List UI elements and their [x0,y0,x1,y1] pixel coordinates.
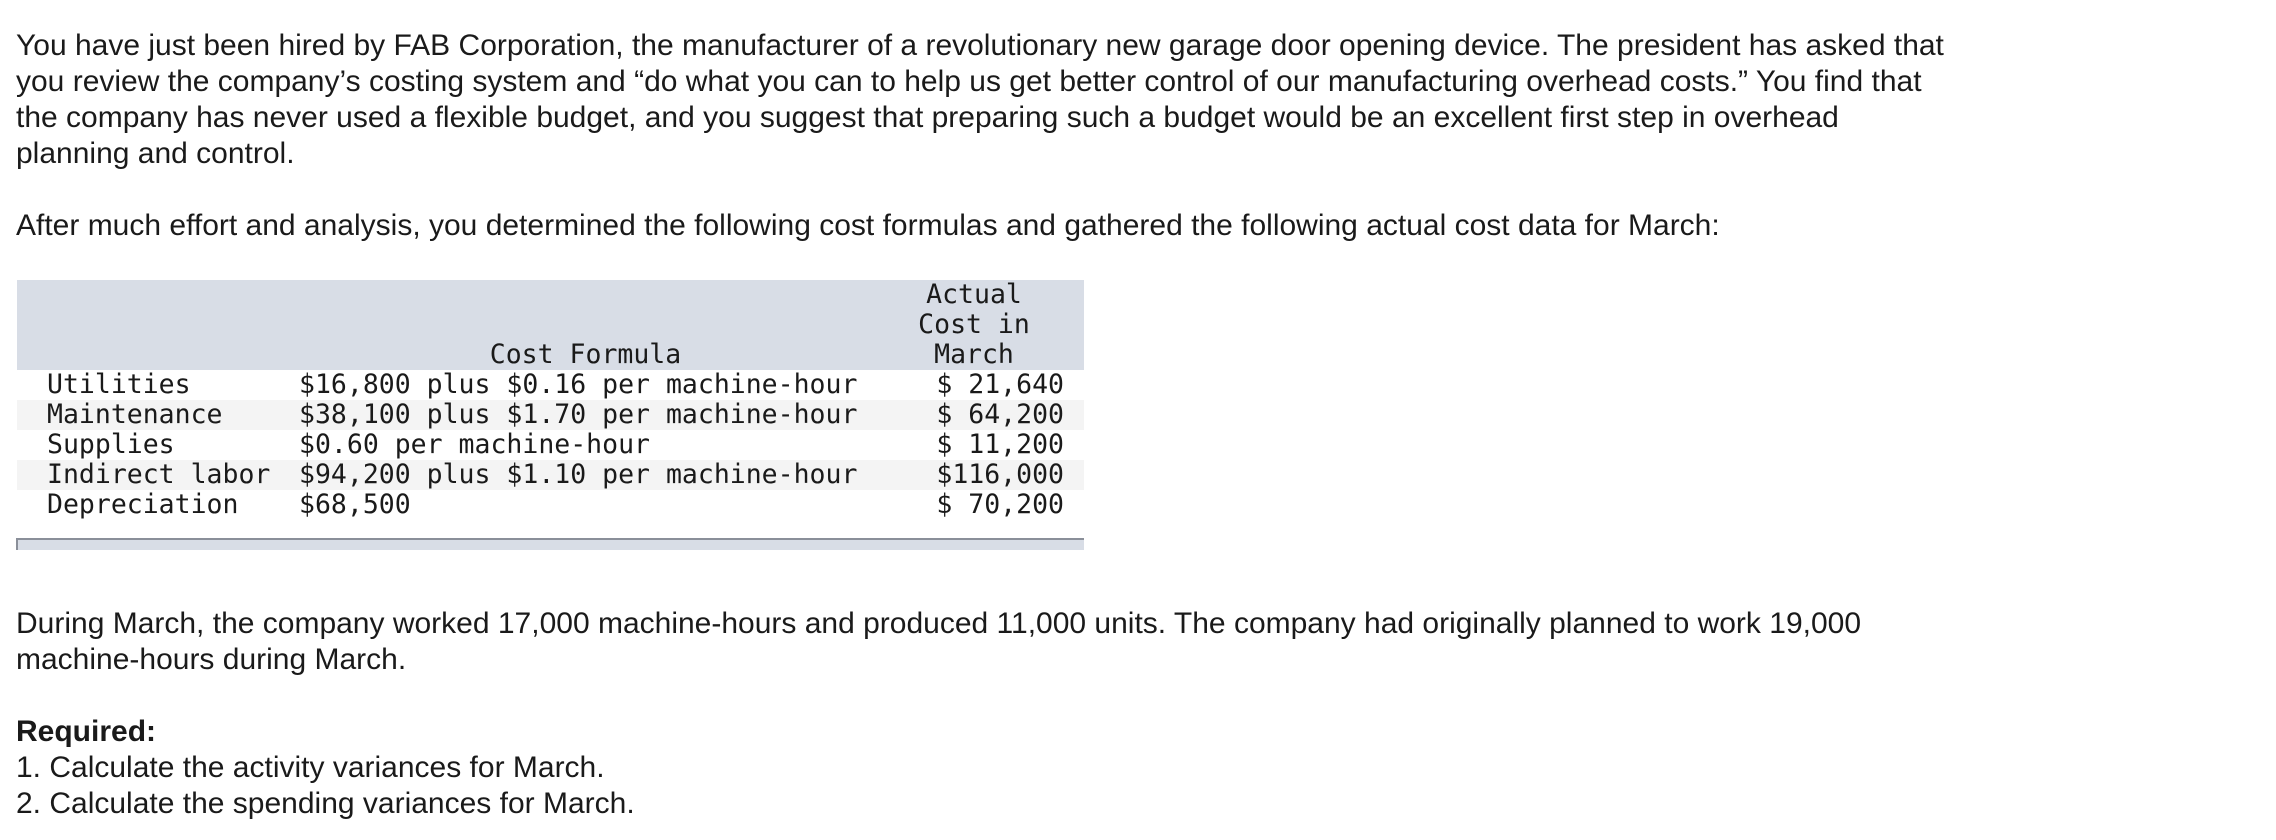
row-actual: $ 64,200 [872,400,1084,430]
header-actual-line2: Cost in [918,309,1030,340]
header-actual-cost [872,280,1084,370]
row-formula: $68,500 [299,489,411,520]
row-actual: $ 70,200 [936,489,1064,520]
table-spacer-row [17,520,1084,539]
row-label: Indirect labor [17,460,299,490]
row-actual: $ 21,640 [936,369,1064,400]
row-label: Maintenance [17,400,299,430]
required-title: Required: [16,715,157,748]
cost-table-container [16,280,1084,550]
table-row [17,430,1084,460]
table-footer-row [17,539,1084,550]
row-formula: $0.60 per machine-hour [299,429,650,460]
required-item-1: 1. Calculate the activity variances for March. [16,751,605,784]
lead-paragraph: After much effort and analysis, you determined the following cost formulas and gathered the following actual cost data for March: [16,209,1720,242]
row-actual: $ 11,200 [936,429,1064,460]
table-row [17,370,1084,400]
row-formula: $16,800 plus $0.16 per machine-hour [299,369,858,400]
header-label-cell [17,280,299,370]
during-paragraph: During March, the company worked 17,000 machine-hours and produced 11,000 units. The company had originally planned to work 19,000 machine-hours during March. [16,607,1862,676]
spacer-cell [17,520,1084,539]
required-item-2: 2. Calculate the spending variances for March. [16,787,635,820]
row-formula: $94,200 plus $1.10 per machine-hour [299,460,872,490]
table-row [17,490,1084,520]
header-actual-line3: March [934,339,1014,370]
row-actual: $116,000 [872,460,1084,490]
row-label: Depreciation [47,489,239,520]
table-header-row [17,280,1084,370]
cost-formula-table [16,280,1084,550]
row-label: Utilities [47,369,191,400]
required-section [16,714,1956,822]
header-cost-formula: Cost Formula [299,280,872,370]
table-row [17,460,1084,490]
problem-content [16,28,1956,822]
table-row [17,400,1084,430]
row-formula: $38,100 plus $1.70 per machine-hour [299,400,872,430]
header-actual-line1: Actual [926,279,1022,310]
intro-paragraph: You have just been hired by FAB Corporation, the manufacturer of a revolutionary new garage door opening device. The president has asked that you review the company’s costing system and “do what you can to help us get better control of our manufacturing overhead costs.” You find that the company has never used a flexible budget, and you suggest that preparing such a budget would be an excellent first step in overhead planning and control. [16,29,1944,170]
table-footer-bar [17,539,1084,550]
row-label: Supplies [47,429,175,460]
